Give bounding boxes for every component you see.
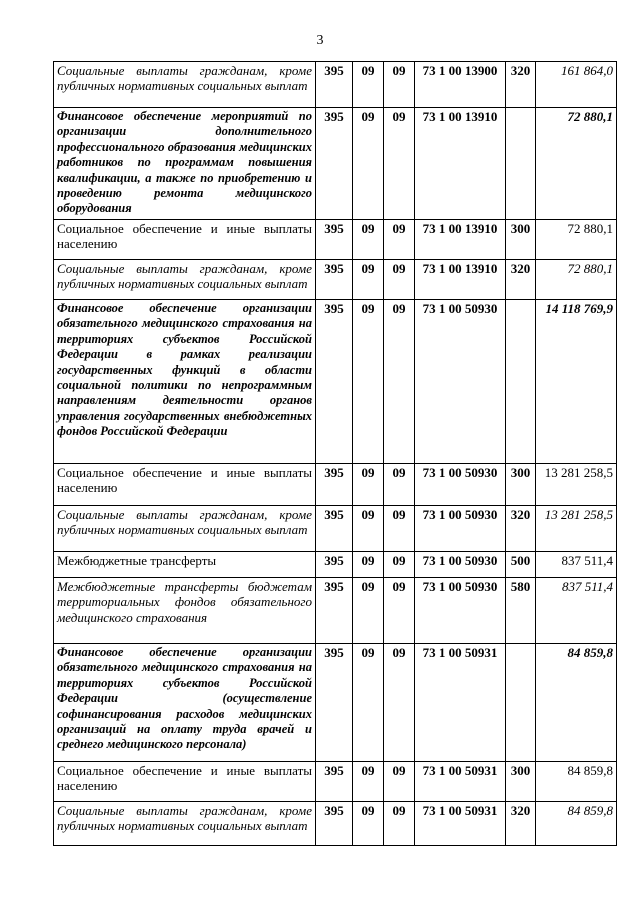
row-rz: 09 bbox=[353, 762, 384, 802]
row-csr: 73 1 00 50930 bbox=[415, 300, 506, 464]
row-pr: 09 bbox=[384, 506, 415, 552]
row-name: Социальное обеспечение и иные выплаты населению bbox=[54, 464, 316, 506]
row-pr: 09 bbox=[384, 552, 415, 578]
row-ved: 395 bbox=[316, 802, 353, 846]
row-amount: 13 281 258,5 bbox=[536, 506, 617, 552]
table-row bbox=[54, 300, 617, 464]
table-row bbox=[54, 802, 617, 846]
table-row bbox=[54, 62, 617, 108]
row-rz: 09 bbox=[353, 464, 384, 506]
row-pr: 09 bbox=[384, 62, 415, 108]
row-name: Социальные выплаты гражданам, кроме публичных нормативных социальных выплат bbox=[54, 260, 316, 300]
row-rz: 09 bbox=[353, 300, 384, 464]
row-pr: 09 bbox=[384, 802, 415, 846]
row-pr: 09 bbox=[384, 644, 415, 762]
row-csr: 73 1 00 50930 bbox=[415, 506, 506, 552]
row-name: Социальное обеспечение и иные выплаты населению bbox=[54, 762, 316, 802]
table-row bbox=[54, 506, 617, 552]
row-amount: 84 859,8 bbox=[536, 802, 617, 846]
row-vr bbox=[506, 644, 536, 762]
row-amount: 84 859,8 bbox=[536, 644, 617, 762]
row-ved: 395 bbox=[316, 464, 353, 506]
table-row bbox=[54, 762, 617, 802]
row-csr: 73 1 00 50930 bbox=[415, 464, 506, 506]
row-csr: 73 1 00 50931 bbox=[415, 762, 506, 802]
table-row bbox=[54, 552, 617, 578]
row-vr: 300 bbox=[506, 464, 536, 506]
row-name: Межбюджетные трансферты bbox=[54, 552, 316, 578]
row-pr: 09 bbox=[384, 578, 415, 644]
row-ved: 395 bbox=[316, 62, 353, 108]
row-pr: 09 bbox=[384, 464, 415, 506]
row-name: Финансовое обеспечение мероприятий по организации дополнительного профессионального образования медицинских работников по программам повышения квалификации, а также по приобретению и проведению ремонта медицинского оборудования bbox=[54, 108, 316, 220]
table-row bbox=[54, 644, 617, 762]
row-rz: 09 bbox=[353, 260, 384, 300]
row-rz: 09 bbox=[353, 644, 384, 762]
row-vr: 300 bbox=[506, 762, 536, 802]
row-pr: 09 bbox=[384, 220, 415, 260]
row-pr: 09 bbox=[384, 108, 415, 220]
row-csr: 73 1 00 13910 bbox=[415, 260, 506, 300]
row-vr: 320 bbox=[506, 62, 536, 108]
row-amount: 13 281 258,5 bbox=[536, 464, 617, 506]
row-rz: 09 bbox=[353, 108, 384, 220]
row-ved: 395 bbox=[316, 108, 353, 220]
budget-table bbox=[53, 61, 617, 846]
table-row bbox=[54, 464, 617, 506]
table-row bbox=[54, 220, 617, 260]
row-ved: 395 bbox=[316, 644, 353, 762]
row-csr: 73 1 00 13910 bbox=[415, 220, 506, 260]
row-csr: 73 1 00 50930 bbox=[415, 552, 506, 578]
row-vr: 320 bbox=[506, 802, 536, 846]
row-amount: 161 864,0 bbox=[536, 62, 617, 108]
table-row bbox=[54, 578, 617, 644]
row-vr: 500 bbox=[506, 552, 536, 578]
row-ved: 395 bbox=[316, 220, 353, 260]
row-ved: 395 bbox=[316, 506, 353, 552]
row-amount: 837 511,4 bbox=[536, 578, 617, 644]
row-pr: 09 bbox=[384, 300, 415, 464]
row-ved: 395 bbox=[316, 552, 353, 578]
row-csr: 73 1 00 13900 bbox=[415, 62, 506, 108]
row-rz: 09 bbox=[353, 220, 384, 260]
row-rz: 09 bbox=[353, 578, 384, 644]
row-vr: 580 bbox=[506, 578, 536, 644]
table-row bbox=[54, 108, 617, 220]
row-vr: 320 bbox=[506, 260, 536, 300]
row-name: Социальное обеспечение и иные выплаты населению bbox=[54, 220, 316, 260]
row-name: Финансовое обеспечение организации обязательного медицинского страхования на территориях субъектов Российской Федерации (осуществление софинансирования расходов медицинских организаций на оплату труда врачей и среднего медицинского персонала) bbox=[54, 644, 316, 762]
row-amount: 14 118 769,9 bbox=[536, 300, 617, 464]
row-rz: 09 bbox=[353, 552, 384, 578]
row-vr: 320 bbox=[506, 506, 536, 552]
row-pr: 09 bbox=[384, 260, 415, 300]
row-ved: 395 bbox=[316, 300, 353, 464]
row-name: Финансовое обеспечение организации обязательного медицинского страхования на территориях субъектов Российской Федерации в рамках реализации государственных функций в области социальной политики по непрограммным направлениям деятельности органов управления государственных внебюджетных фондов Российской Федерации bbox=[54, 300, 316, 464]
table-row bbox=[54, 260, 617, 300]
row-pr: 09 bbox=[384, 762, 415, 802]
row-rz: 09 bbox=[353, 62, 384, 108]
row-amount: 84 859,8 bbox=[536, 762, 617, 802]
row-csr: 73 1 00 13910 bbox=[415, 108, 506, 220]
row-ved: 395 bbox=[316, 578, 353, 644]
row-csr: 73 1 00 50931 bbox=[415, 802, 506, 846]
row-rz: 09 bbox=[353, 802, 384, 846]
row-amount: 72 880,1 bbox=[536, 220, 617, 260]
row-name: Межбюджетные трансферты бюджетам территориальных фондов обязательного медицинского страхования bbox=[54, 578, 316, 644]
page-number: 3 bbox=[316, 33, 324, 48]
row-amount: 837 511,4 bbox=[536, 552, 617, 578]
row-vr: 300 bbox=[506, 220, 536, 260]
row-amount: 72 880,1 bbox=[536, 260, 617, 300]
row-csr: 73 1 00 50931 bbox=[415, 644, 506, 762]
row-name: Социальные выплаты гражданам, кроме публичных нормативных социальных выплат bbox=[54, 802, 316, 846]
row-rz: 09 bbox=[353, 506, 384, 552]
row-vr bbox=[506, 108, 536, 220]
row-ved: 395 bbox=[316, 260, 353, 300]
row-ved: 395 bbox=[316, 762, 353, 802]
row-name: Социальные выплаты гражданам, кроме публичных нормативных социальных выплат bbox=[54, 506, 316, 552]
row-csr: 73 1 00 50930 bbox=[415, 578, 506, 644]
row-name: Социальные выплаты гражданам, кроме публичных нормативных социальных выплат bbox=[54, 62, 316, 108]
row-vr bbox=[506, 300, 536, 464]
row-amount: 72 880,1 bbox=[536, 108, 617, 220]
